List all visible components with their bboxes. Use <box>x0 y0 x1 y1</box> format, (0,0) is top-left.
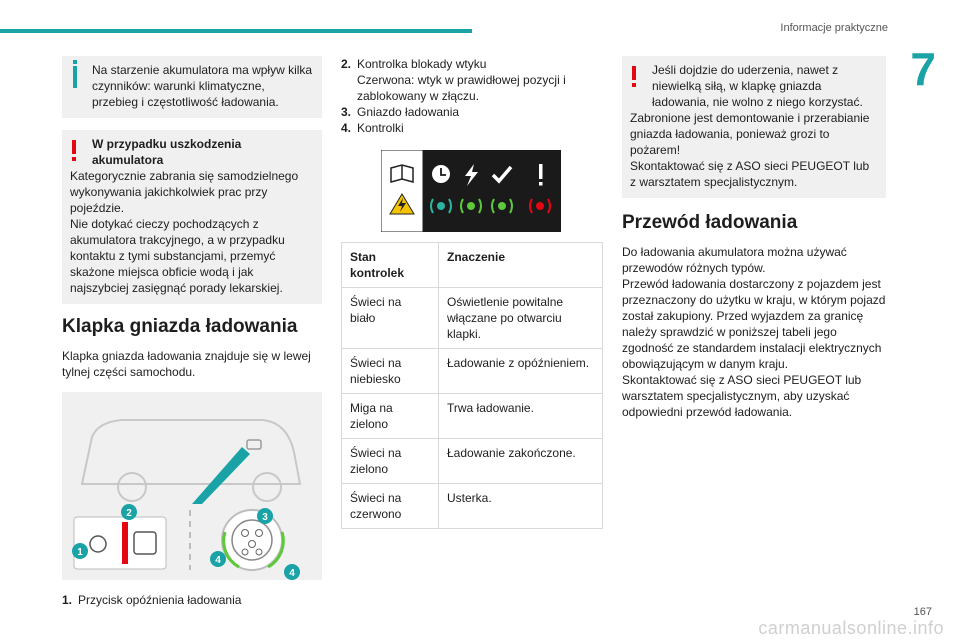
warning-icon <box>632 66 636 80</box>
table-row: Świeci na niebiesko Ładowanie z opóźnieniem. <box>342 349 603 394</box>
warning-icon <box>72 140 76 154</box>
charging-flap-intro: Klapka gniazda ładowania znajduje się w lewej tylnej części samochodu. <box>62 349 311 379</box>
charging-flap-illustration <box>62 392 322 580</box>
svg-text:4: 4 <box>289 568 295 579</box>
clock-icon <box>432 165 450 183</box>
warning-text-1: Kategorycznie zabrania się samodzielnego wykonywania jakichkolwiek prac przy pojeździe. <box>70 169 299 215</box>
legend-item-1: 1. Przycisk opóźnienia ładowania <box>62 593 242 607</box>
section-heading-charging-flap: Klapka gniazda ładowania <box>62 316 298 337</box>
warning-right-text-2: Zabronione jest demontowanie i przerabianie gniazda ładowania, ponieważ grozi to pożarem! <box>630 111 870 157</box>
warning-icon-dot <box>72 157 76 161</box>
warning-box-right <box>622 56 886 198</box>
warning-box <box>62 130 322 304</box>
table-row: Świeci na biało Oświetlenie powitalne włączane po otwarciu klapki. <box>342 288 603 349</box>
watermark: carmanualsonline.info <box>758 618 944 638</box>
legend-list-col1 <box>62 592 322 608</box>
warning-right-text-1: Jeśli dojdzie do uderzenia, nawet z niewielką siłą, w klapkę gniazda ładowania, nie wolno z niego korzystać. <box>652 63 863 109</box>
table-header-meaning: Znaczenie <box>439 243 603 288</box>
callout-2 <box>121 504 137 520</box>
table-row: Świeci na czerwono Usterka. <box>342 484 603 529</box>
legend-item-4: 4. Kontrolki <box>341 121 404 135</box>
svg-text:1: 1 <box>77 547 83 558</box>
legend-item-2: 2. Kontrolka blokady wtyku Czerwona: wtyk w prawidłowej pozycji i zablokowany w złączu. <box>341 57 566 103</box>
info-box <box>62 56 322 118</box>
callout-1 <box>72 543 88 559</box>
info-icon <box>73 66 77 88</box>
legend-list-col2 <box>341 56 603 136</box>
section-title: Informacje praktyczne <box>780 22 888 34</box>
chapter-number: 7 <box>910 43 936 95</box>
indicator-table <box>341 242 603 529</box>
column-left <box>62 56 322 608</box>
table-row: Świeci na zielono Ładowanie zakończone. <box>342 439 603 484</box>
svg-text:2: 2 <box>126 508 132 519</box>
cable-paragraph-1: Do ładowania akumulatora można używać przewodów różnych typów. <box>622 245 847 275</box>
callout-3 <box>257 508 273 524</box>
callout-4-right <box>284 564 300 580</box>
table-row: Miga na zielono Trwa ładowanie. <box>342 394 603 439</box>
info-box-text: Na starzenie akumulatora ma wpływ kilka czynników: warunki klimatyczne, przebieg i częstotliwość ładowania. <box>92 63 313 109</box>
warning-icon-dot <box>632 83 636 87</box>
svg-text:3: 3 <box>262 512 268 523</box>
column-right <box>622 56 886 420</box>
exclamation-icon <box>539 164 543 186</box>
table-header-state: Stan kontrolek <box>342 243 439 288</box>
warning-text-2: Nie dotykać cieczy pochodzących z akumulatora trakcyjnego, a w przypadku kontaktu z tymi substancjami, przemyć skażone miejsca obficie wodą i jak najszybciej zasięgnąć porady lekarskiej. <box>70 217 285 295</box>
indicator-lights-image <box>381 150 561 232</box>
warning-title: W przypadku uszkodzenia akumulatora <box>92 137 242 167</box>
svg-text:4: 4 <box>215 555 221 566</box>
legend-item-3: 3. Gniazdo ładowania <box>341 105 460 119</box>
section-heading-charging-cable: Przewód ładowania <box>622 212 798 233</box>
page-number: 167 <box>913 606 932 618</box>
car-diagram <box>62 392 322 580</box>
cable-paragraph-2: Przewód ładowania dostarczony z pojazdem jest przeznaczony do użytku w kraju, w którym pojazd został zakupiony. Przed wyjazdem za granicę należy sprawdzić w poniższej tabeli jego zgodność ze standardem instalacji elektrycznych obowiązującym w danym kraju. <box>622 277 886 371</box>
warning-right-text-3: Skontaktować się z ASO sieci PEUGEOT lub z warsztatem specjalistycznym. <box>630 159 870 189</box>
table-header-row <box>342 243 603 288</box>
callout-4-left <box>210 551 226 567</box>
header-accent-bar <box>0 29 472 33</box>
column-middle <box>341 56 603 529</box>
cable-paragraph-3: Skontaktować się z ASO sieci PEUGEOT lub warsztatem specjalistycznym, aby uzyskać odpowiedni przewód ładowania. <box>622 373 862 419</box>
